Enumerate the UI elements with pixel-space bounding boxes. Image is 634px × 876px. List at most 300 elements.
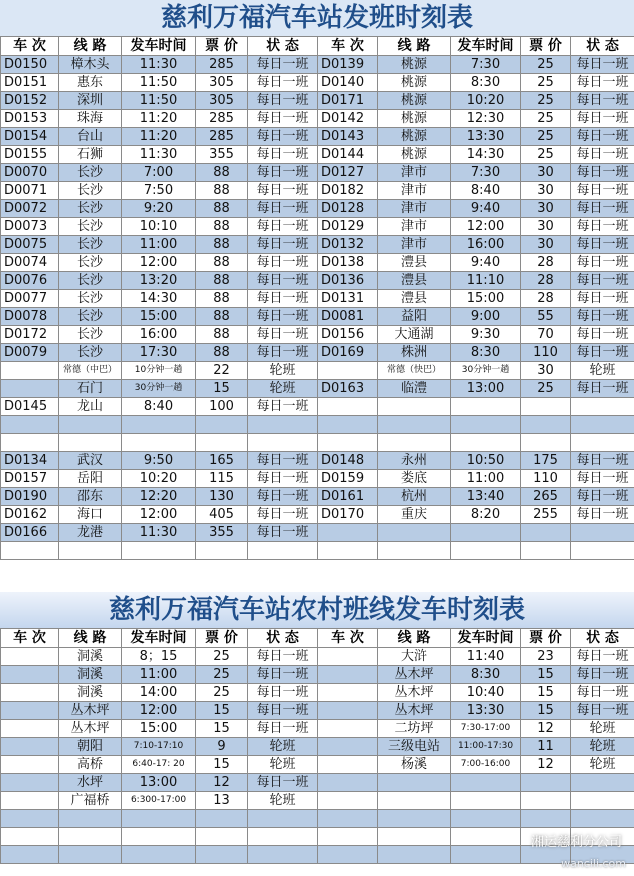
table-cell: 丛木坪 [59, 702, 122, 720]
table-cell: 12 [521, 720, 571, 738]
table-cell [451, 398, 521, 416]
table-cell: 每日一班 [571, 290, 634, 308]
table-cell: 255 [521, 506, 571, 524]
table-cell [318, 684, 378, 702]
table-cell: 15:00 [451, 290, 521, 308]
table-cell: 长沙 [59, 236, 122, 254]
table-cell: 每日一班 [571, 488, 634, 506]
table-cell: 丛木坪 [59, 720, 122, 738]
table-cell [318, 756, 378, 774]
column-header: 线 路 [378, 37, 451, 56]
table-cell: 澧县 [378, 272, 451, 290]
table-cell: 每日一班 [248, 56, 318, 74]
table-cell: 每日一班 [571, 110, 634, 128]
table-cell: 每日一班 [248, 648, 318, 666]
table-cell: 12:20 [122, 488, 196, 506]
table-row [1, 110, 634, 128]
table-cell: D0078 [1, 308, 59, 326]
table-cell [248, 416, 318, 434]
table-cell: 25 [521, 92, 571, 110]
main-schedule-title: 慈利万福汽车站发班时刻表 [0, 0, 634, 36]
table-cell: 每日一班 [248, 236, 318, 254]
table-cell: 305 [196, 74, 248, 92]
table-cell: 7:00-16:00 [451, 756, 521, 774]
table-cell: 每日一班 [248, 720, 318, 738]
table-cell: D0071 [1, 182, 59, 200]
table-cell: 桃源 [378, 146, 451, 164]
table-cell: 惠东 [59, 74, 122, 92]
table-cell [1, 416, 59, 434]
table-cell: D0190 [1, 488, 59, 506]
table-cell [248, 434, 318, 452]
table-cell: 88 [196, 236, 248, 254]
table-cell: 每日一班 [248, 506, 318, 524]
table-cell [451, 846, 521, 864]
table-cell: D0166 [1, 524, 59, 542]
table-cell: 12:00 [122, 506, 196, 524]
table-cell [1, 738, 59, 756]
table-cell: 丛木坪 [378, 702, 451, 720]
column-header: 状 态 [571, 629, 634, 648]
column-header: 发车时间 [451, 37, 521, 56]
table-cell [1, 666, 59, 684]
table-cell: 13 [196, 792, 248, 810]
table-cell: 22 [196, 362, 248, 380]
rural-schedule-table [0, 628, 634, 864]
table-row [1, 684, 634, 702]
table-cell: 每日一班 [248, 272, 318, 290]
table-cell: 14:00 [122, 684, 196, 702]
table-cell [1, 684, 59, 702]
table-cell: 每日一班 [248, 254, 318, 272]
table-row [1, 344, 634, 362]
table-cell: 每日一班 [248, 524, 318, 542]
table-row [1, 92, 634, 110]
table-cell: 11:00 [122, 666, 196, 684]
table-cell: D0156 [318, 326, 378, 344]
table-cell [248, 810, 318, 828]
table-cell: 轮班 [248, 738, 318, 756]
table-cell: 11:30 [122, 146, 196, 164]
table-cell: 深圳 [59, 92, 122, 110]
table-cell: 12:30 [451, 110, 521, 128]
table-cell [1, 756, 59, 774]
table-cell [196, 846, 248, 864]
table-cell: 285 [196, 110, 248, 128]
table-cell: 龙山 [59, 398, 122, 416]
table-cell: 15:00 [122, 308, 196, 326]
table-cell: D0077 [1, 290, 59, 308]
table-cell: 轮班 [248, 380, 318, 398]
table-cell: D0151 [1, 74, 59, 92]
table-cell: 每日一班 [248, 110, 318, 128]
table-cell: 株洲 [378, 344, 451, 362]
table-cell [451, 792, 521, 810]
table-cell: 每日一班 [248, 92, 318, 110]
table-cell: 长沙 [59, 218, 122, 236]
table-cell [521, 792, 571, 810]
table-cell: 30 [521, 362, 571, 380]
table-cell: 洞溪 [59, 648, 122, 666]
table-cell: 10:10 [122, 218, 196, 236]
table-row [1, 182, 634, 200]
column-header: 状 态 [248, 629, 318, 648]
table-cell: 16:00 [122, 326, 196, 344]
table-cell: 水坪 [59, 774, 122, 792]
table-row [1, 470, 634, 488]
table-cell: 110 [521, 344, 571, 362]
table-cell [122, 542, 196, 560]
table-cell: 16:00 [451, 236, 521, 254]
table-cell: D0075 [1, 236, 59, 254]
table-cell [318, 666, 378, 684]
table-row [1, 326, 634, 344]
table-cell: 每日一班 [248, 702, 318, 720]
table-cell [248, 542, 318, 560]
table-cell [571, 434, 634, 452]
table-cell: 405 [196, 506, 248, 524]
table-cell [1, 380, 59, 398]
table-cell: 大通湖 [378, 326, 451, 344]
table-cell: 常德（快巴） [378, 362, 451, 380]
table-cell: 17:30 [122, 344, 196, 362]
table-cell [451, 416, 521, 434]
table-cell: 28 [521, 290, 571, 308]
table-cell: 7:30 [451, 56, 521, 74]
table-cell: D0139 [318, 56, 378, 74]
table-row [1, 416, 634, 434]
table-cell: 88 [196, 254, 248, 272]
column-header: 发车时间 [451, 629, 521, 648]
table-cell [196, 828, 248, 846]
table-cell: 7:10-17:10 [122, 738, 196, 756]
table-cell: D0144 [318, 146, 378, 164]
table-cell [451, 774, 521, 792]
table-cell: 10分钟一趟 [122, 362, 196, 380]
table-cell: 12 [196, 774, 248, 792]
main-schedule-table [0, 36, 634, 560]
table-cell [318, 738, 378, 756]
table-cell: 每日一班 [248, 344, 318, 362]
table-cell [571, 524, 634, 542]
table-cell: D0172 [1, 326, 59, 344]
table-cell: D0074 [1, 254, 59, 272]
table-cell: 每日一班 [571, 164, 634, 182]
table-cell [196, 810, 248, 828]
table-cell: 轮班 [571, 756, 634, 774]
table-cell: 12 [521, 756, 571, 774]
table-cell: 长沙 [59, 308, 122, 326]
table-cell: 8:30 [451, 74, 521, 92]
table-cell [59, 828, 122, 846]
table-cell: 12:00 [122, 702, 196, 720]
table-cell: 每日一班 [248, 308, 318, 326]
table-cell: 25 [196, 684, 248, 702]
table-cell [571, 810, 634, 828]
table-cell: 15 [521, 666, 571, 684]
table-cell: 15 [196, 756, 248, 774]
table-cell: D0157 [1, 470, 59, 488]
table-cell [318, 774, 378, 792]
table-cell: D0154 [1, 128, 59, 146]
table-cell [571, 774, 634, 792]
table-cell [571, 792, 634, 810]
table-cell: 13:40 [451, 488, 521, 506]
table-cell: 澧县 [378, 254, 451, 272]
table-cell: 8:30 [451, 344, 521, 362]
table-cell: 11:30 [122, 56, 196, 74]
table-row [1, 218, 634, 236]
table-cell: 88 [196, 218, 248, 236]
table-cell: 11:50 [122, 92, 196, 110]
table-row [1, 524, 634, 542]
table-cell: D0155 [1, 146, 59, 164]
table-cell: 14:30 [122, 290, 196, 308]
table-cell: D0070 [1, 164, 59, 182]
table-cell: 娄底 [378, 470, 451, 488]
table-cell: 丛木坪 [378, 684, 451, 702]
table-cell: 30 [521, 182, 571, 200]
table-row [1, 128, 634, 146]
table-cell: 每日一班 [571, 648, 634, 666]
table-cell [521, 434, 571, 452]
table-cell: 每日一班 [571, 56, 634, 74]
table-row [1, 236, 634, 254]
table-cell [59, 810, 122, 828]
table-cell: 175 [521, 452, 571, 470]
table-cell: D0169 [318, 344, 378, 362]
table-cell: 大浒 [378, 648, 451, 666]
table-cell [378, 524, 451, 542]
table-cell: D0161 [318, 488, 378, 506]
table-cell: 8:40 [451, 182, 521, 200]
table-cell: 每日一班 [248, 488, 318, 506]
table-cell [378, 416, 451, 434]
table-cell: 每日一班 [571, 200, 634, 218]
table-cell: 12:00 [122, 254, 196, 272]
table-cell [1, 702, 59, 720]
column-header: 线 路 [59, 629, 122, 648]
table-row [1, 738, 634, 756]
table-cell [1, 542, 59, 560]
table-cell: 88 [196, 326, 248, 344]
table-cell: 每日一班 [248, 290, 318, 308]
table-cell: 25 [196, 648, 248, 666]
table-cell [196, 542, 248, 560]
table-cell: 9 [196, 738, 248, 756]
table-cell: 7:50 [122, 182, 196, 200]
table-cell [1, 648, 59, 666]
table-cell [378, 398, 451, 416]
table-cell: 13:30 [451, 128, 521, 146]
table-cell [378, 434, 451, 452]
table-cell: 临澧 [378, 380, 451, 398]
table-cell: 石门 [59, 380, 122, 398]
table-cell: 桃源 [378, 128, 451, 146]
table-cell: D0171 [318, 92, 378, 110]
table-cell: D0134 [1, 452, 59, 470]
table-cell: 每日一班 [248, 200, 318, 218]
table-cell [1, 828, 59, 846]
table-cell: 龙港 [59, 524, 122, 542]
column-header: 状 态 [571, 37, 634, 56]
table-cell: 每日一班 [571, 344, 634, 362]
column-header: 票 价 [521, 37, 571, 56]
table-cell [521, 416, 571, 434]
table-cell [521, 542, 571, 560]
table-row [1, 56, 634, 74]
watermark-site: wancili.com [561, 857, 626, 870]
table-cell: 轮班 [248, 756, 318, 774]
table-cell [318, 720, 378, 738]
table-cell: 30 [521, 164, 571, 182]
table-cell: 8；15 [122, 648, 196, 666]
column-header: 票 价 [196, 37, 248, 56]
table-cell: 轮班 [248, 362, 318, 380]
table-cell: 7:00 [122, 164, 196, 182]
table-cell: 15 [521, 702, 571, 720]
table-row [1, 666, 634, 684]
column-header: 线 路 [378, 629, 451, 648]
table-cell: 15:00 [122, 720, 196, 738]
table-cell: 杨溪 [378, 756, 451, 774]
table-cell [451, 810, 521, 828]
table-cell: 88 [196, 182, 248, 200]
table-cell [451, 828, 521, 846]
table-cell: 305 [196, 92, 248, 110]
table-cell [59, 434, 122, 452]
table-cell: 台山 [59, 128, 122, 146]
table-cell: 常德（中巴） [59, 362, 122, 380]
table-cell: 朝阳 [59, 738, 122, 756]
watermark: 湘运慈利分公司 [530, 835, 622, 850]
table-cell [1, 846, 59, 864]
table-cell [122, 416, 196, 434]
table-cell [318, 810, 378, 828]
table-cell: D0079 [1, 344, 59, 362]
table-row [1, 756, 634, 774]
table-cell: 11:20 [122, 128, 196, 146]
table-cell: 30分钟一趟 [451, 362, 521, 380]
table-cell: 23 [521, 648, 571, 666]
table-cell: 每日一班 [248, 218, 318, 236]
table-cell: D0131 [318, 290, 378, 308]
table-cell: 每日一班 [571, 218, 634, 236]
table-cell: 15 [196, 380, 248, 398]
table-cell: 益阳 [378, 308, 451, 326]
table-cell: 岳阳 [59, 470, 122, 488]
table-cell: 55 [521, 308, 571, 326]
table-cell: 每日一班 [571, 470, 634, 488]
table-row [1, 720, 634, 738]
table-cell: 海口 [59, 506, 122, 524]
table-row [1, 702, 634, 720]
table-row [1, 308, 634, 326]
table-cell: 石狮 [59, 146, 122, 164]
table-cell [1, 774, 59, 792]
table-cell: 7:30 [451, 164, 521, 182]
table-cell: 9:00 [451, 308, 521, 326]
table-cell: 长沙 [59, 272, 122, 290]
column-header: 车 次 [318, 37, 378, 56]
table-cell: 每日一班 [571, 92, 634, 110]
table-cell: 每日一班 [248, 164, 318, 182]
table-cell: 30 [521, 236, 571, 254]
table-cell: 洞溪 [59, 684, 122, 702]
table-cell: 6:40-17: 20 [122, 756, 196, 774]
table-cell [451, 542, 521, 560]
table-cell: 13:20 [122, 272, 196, 290]
table-cell [571, 398, 634, 416]
column-header: 状 态 [248, 37, 318, 56]
table-cell [1, 434, 59, 452]
table-cell: 桃源 [378, 56, 451, 74]
table-cell: 每日一班 [571, 254, 634, 272]
table-cell: 每日一班 [248, 398, 318, 416]
table-cell [122, 810, 196, 828]
table-cell [318, 542, 378, 560]
table-cell: 265 [521, 488, 571, 506]
table-cell: 长沙 [59, 326, 122, 344]
table-cell: 每日一班 [571, 666, 634, 684]
table-cell: 10:20 [122, 470, 196, 488]
table-cell [521, 524, 571, 542]
table-row [1, 164, 634, 182]
table-cell: 130 [196, 488, 248, 506]
table-cell: D0128 [318, 200, 378, 218]
table-cell [318, 362, 378, 380]
column-header: 票 价 [521, 629, 571, 648]
table-row [1, 452, 634, 470]
table-cell [248, 828, 318, 846]
table-cell [378, 792, 451, 810]
table-cell: D0138 [318, 254, 378, 272]
table-cell: 9:30 [451, 326, 521, 344]
table-cell [122, 828, 196, 846]
table-cell: 长沙 [59, 182, 122, 200]
table-cell: 70 [521, 326, 571, 344]
table-cell [378, 828, 451, 846]
table-cell: D0163 [318, 380, 378, 398]
table-cell [571, 542, 634, 560]
table-cell: 珠海 [59, 110, 122, 128]
table-cell: 15 [196, 720, 248, 738]
table-cell: 每日一班 [571, 506, 634, 524]
table-cell: D0073 [1, 218, 59, 236]
table-cell: 每日一班 [248, 326, 318, 344]
table-cell: 津市 [378, 236, 451, 254]
table-cell: 88 [196, 272, 248, 290]
table-cell [318, 434, 378, 452]
table-cell: 88 [196, 164, 248, 182]
table-row [1, 74, 634, 92]
table-cell [1, 362, 59, 380]
table-cell: 高桥 [59, 756, 122, 774]
table-cell [378, 846, 451, 864]
table-cell: 每日一班 [248, 74, 318, 92]
table-cell: 30 [521, 200, 571, 218]
table-cell: 每日一班 [248, 774, 318, 792]
table-cell: 28 [521, 272, 571, 290]
table-cell: 30 [521, 218, 571, 236]
table-cell [571, 416, 634, 434]
table-cell: 9:50 [122, 452, 196, 470]
table-cell: 每日一班 [248, 182, 318, 200]
table-cell: 每日一班 [248, 666, 318, 684]
table-cell: 13:00 [451, 380, 521, 398]
table-cell: 三级电站 [378, 738, 451, 756]
table-cell: 每日一班 [248, 684, 318, 702]
